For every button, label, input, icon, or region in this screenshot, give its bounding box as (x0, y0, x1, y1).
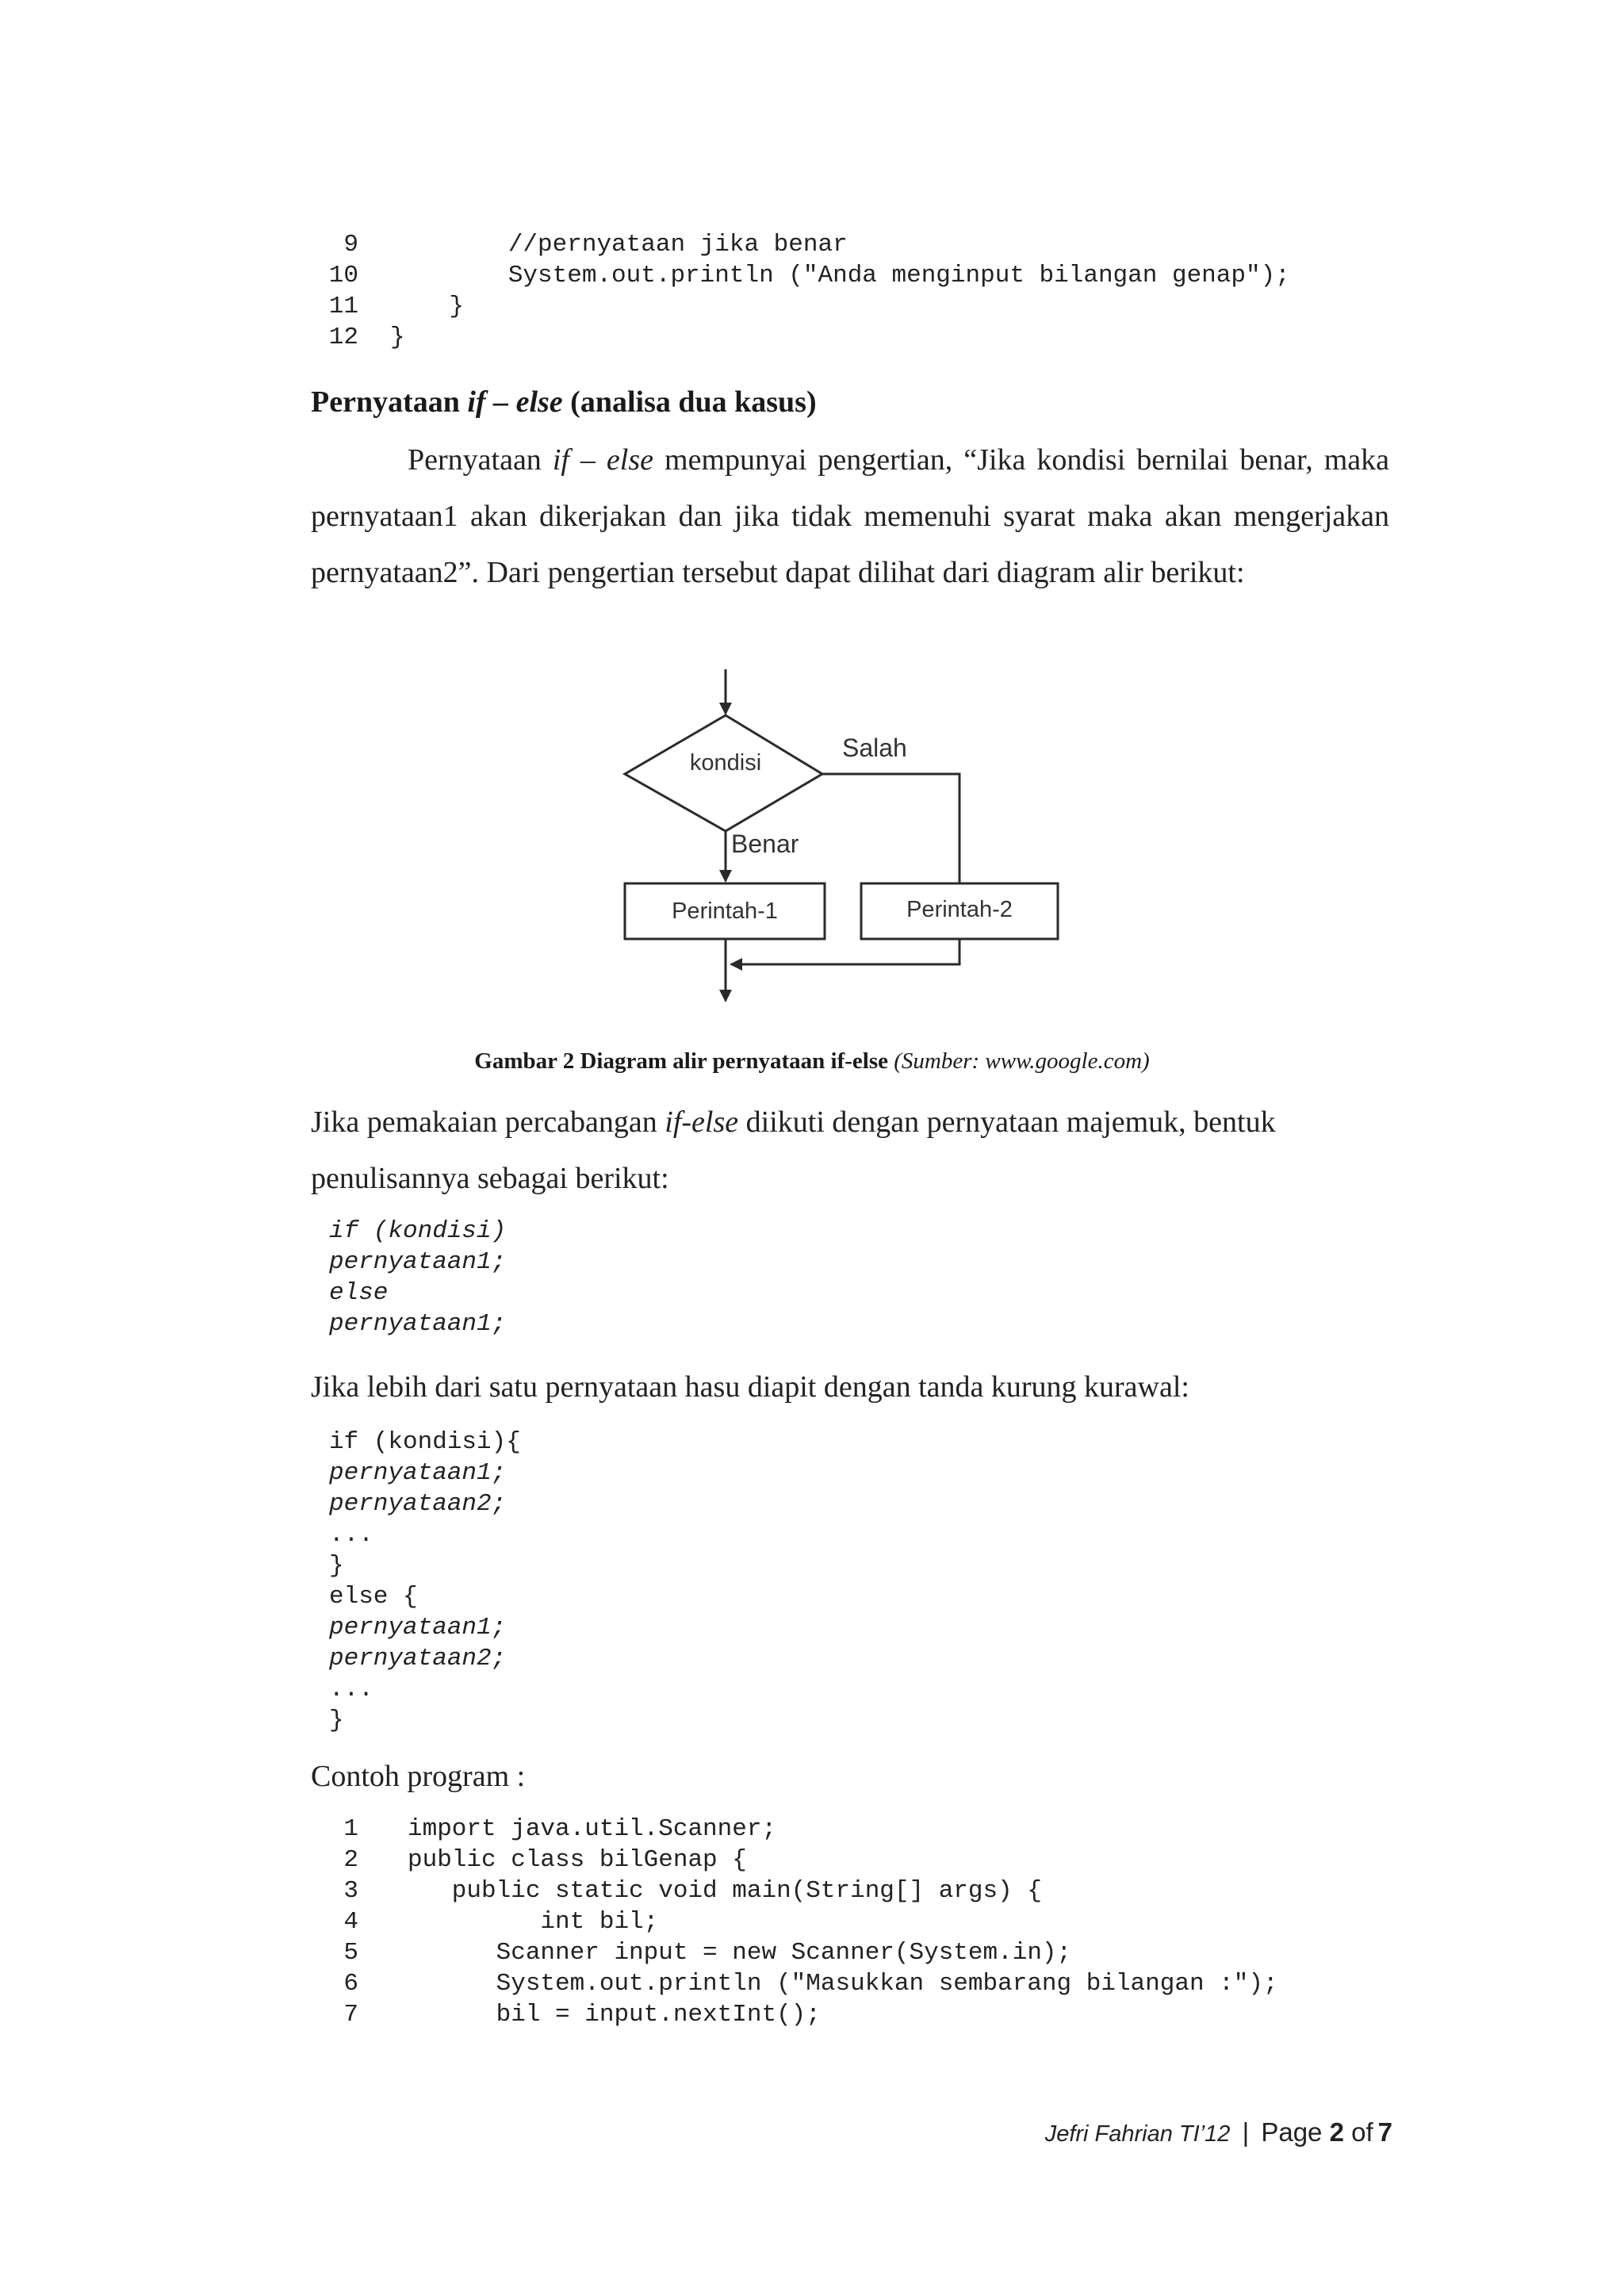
code-line (311, 291, 1290, 322)
line-number: 7 (343, 2001, 358, 2029)
line-number: 1 (343, 1815, 358, 1843)
code-line (311, 1968, 1278, 1999)
line-number: 11 (328, 293, 358, 320)
code-top (311, 229, 1290, 353)
line-text: int bil; (408, 1908, 659, 1936)
code-line (311, 1937, 1278, 1968)
code-line: ... (329, 1676, 373, 1703)
code-line (311, 1845, 1278, 1875)
line-number: 10 (328, 262, 358, 289)
footer-separator: | (1242, 2117, 1250, 2147)
code-example (311, 1814, 1278, 2030)
code-line: ... (329, 1521, 373, 1549)
code-line: pernyataan2; (329, 1645, 507, 1672)
line-text: System.out.println ("Masukkan sembarang bilangan :"); (408, 1970, 1278, 1998)
para2-rest: diikuti dengan pernyataan majemuk, bentuk penulisannya sebagai berikut: (311, 1105, 1276, 1195)
code-line: pernyataan1; (329, 1310, 507, 1338)
caption-bold: Gambar 2 Diagram alir pernyataan if-else (474, 1048, 888, 1074)
code-simple (329, 1216, 506, 1339)
flowchart-diagram (611, 665, 1071, 1013)
line-text: public static void main(String[] args) { (408, 1877, 1042, 1905)
box2-merge-line (731, 939, 959, 964)
code-line: else (329, 1279, 389, 1307)
page-footer (1045, 2117, 1392, 2147)
code-block (329, 1427, 521, 1736)
caption-source: (Sumber: www.google.com) (894, 1048, 1150, 1074)
code-line (311, 229, 1290, 260)
line-number: 4 (343, 1908, 358, 1936)
para2-italic: if-else (665, 1105, 739, 1139)
section-heading (311, 385, 817, 420)
false-label: Salah (842, 734, 907, 762)
code-line (311, 1875, 1278, 1906)
code-line: } (329, 1552, 344, 1580)
heading-italic: if – else (467, 385, 563, 419)
line-number: 5 (343, 1939, 358, 1967)
line-text: System.out.println ("Anda menginput bilangan genap"); (390, 262, 1290, 289)
line-number: 9 (343, 231, 358, 259)
code-line (311, 1999, 1278, 2030)
code-line (311, 1814, 1278, 1845)
line-text: } (390, 324, 405, 351)
code-line: if (kondisi) (329, 1217, 507, 1245)
box1-label: Perintah-1 (672, 898, 778, 924)
line-number: 12 (328, 324, 358, 351)
heading-part1: Pernyataan (311, 385, 468, 419)
paragraph-3 (311, 1359, 1421, 1416)
footer-of-word: of (1351, 2117, 1373, 2147)
box2-label: Perintah-2 (906, 897, 1013, 922)
line-number: 2 (343, 1846, 358, 1874)
intro-rest: mempunyai pengertian, “Jika kondisi bernilai benar, maka pernyataan1 akan dikerjakan dan jika tidak memenuhi syarat maka akan mengerjakan pernyataan2”. Dari pengertian tersebut dapat dilihat dari diagram alir berikut: (311, 443, 1389, 589)
figure-caption (0, 1048, 1624, 1075)
code-line: pernyataan1; (329, 1614, 507, 1642)
line-text: import java.util.Scanner; (408, 1815, 777, 1843)
line-text: Scanner input = new Scanner(System.in); (408, 1939, 1072, 1967)
code-line: pernyataan1; (329, 1459, 507, 1487)
code-line (311, 260, 1290, 291)
line-text: public class bilGenap { (408, 1846, 747, 1874)
line-text: bil = input.nextInt(); (408, 2001, 821, 2029)
paragraph-2 (311, 1094, 1365, 1207)
code-line: if (kondisi){ (329, 1428, 521, 1456)
line-number: 3 (343, 1877, 358, 1905)
example-label (311, 1749, 525, 1805)
heading-part3: (analisa dua kasus) (562, 385, 817, 419)
code-line (311, 322, 1290, 353)
line-number: 6 (343, 1970, 358, 1998)
intro-lead: Pernyataan (408, 443, 553, 477)
para3-text: Jika lebih dari satu pernyataan hasu diapit dengan tanda kurung kurawal: (311, 1370, 1189, 1404)
code-line: } (329, 1707, 344, 1734)
code-line: pernyataan1; (329, 1248, 507, 1276)
example-label-text: Contoh program : (311, 1760, 526, 1793)
code-line: else { (329, 1583, 418, 1611)
intro-paragraph (311, 432, 1389, 601)
intro-italic: if – else (552, 443, 654, 477)
true-label: Benar (731, 829, 799, 858)
code-line (311, 1906, 1278, 1937)
code-line: pernyataan2; (329, 1490, 507, 1518)
para2-lead: Jika pemakaian percabangan (311, 1105, 665, 1139)
footer-page-num: 2 (1329, 2117, 1344, 2147)
line-text: } (390, 293, 465, 320)
decision-label: kondisi (689, 750, 762, 776)
footer-total: 7 (1377, 2117, 1392, 2147)
line-text: //pernyataan jika benar (390, 231, 848, 259)
false-branch-line (822, 774, 959, 885)
footer-author: Jefri Fahrian TI’12 (1044, 2121, 1231, 2147)
footer-page-word: Page (1261, 2117, 1323, 2147)
